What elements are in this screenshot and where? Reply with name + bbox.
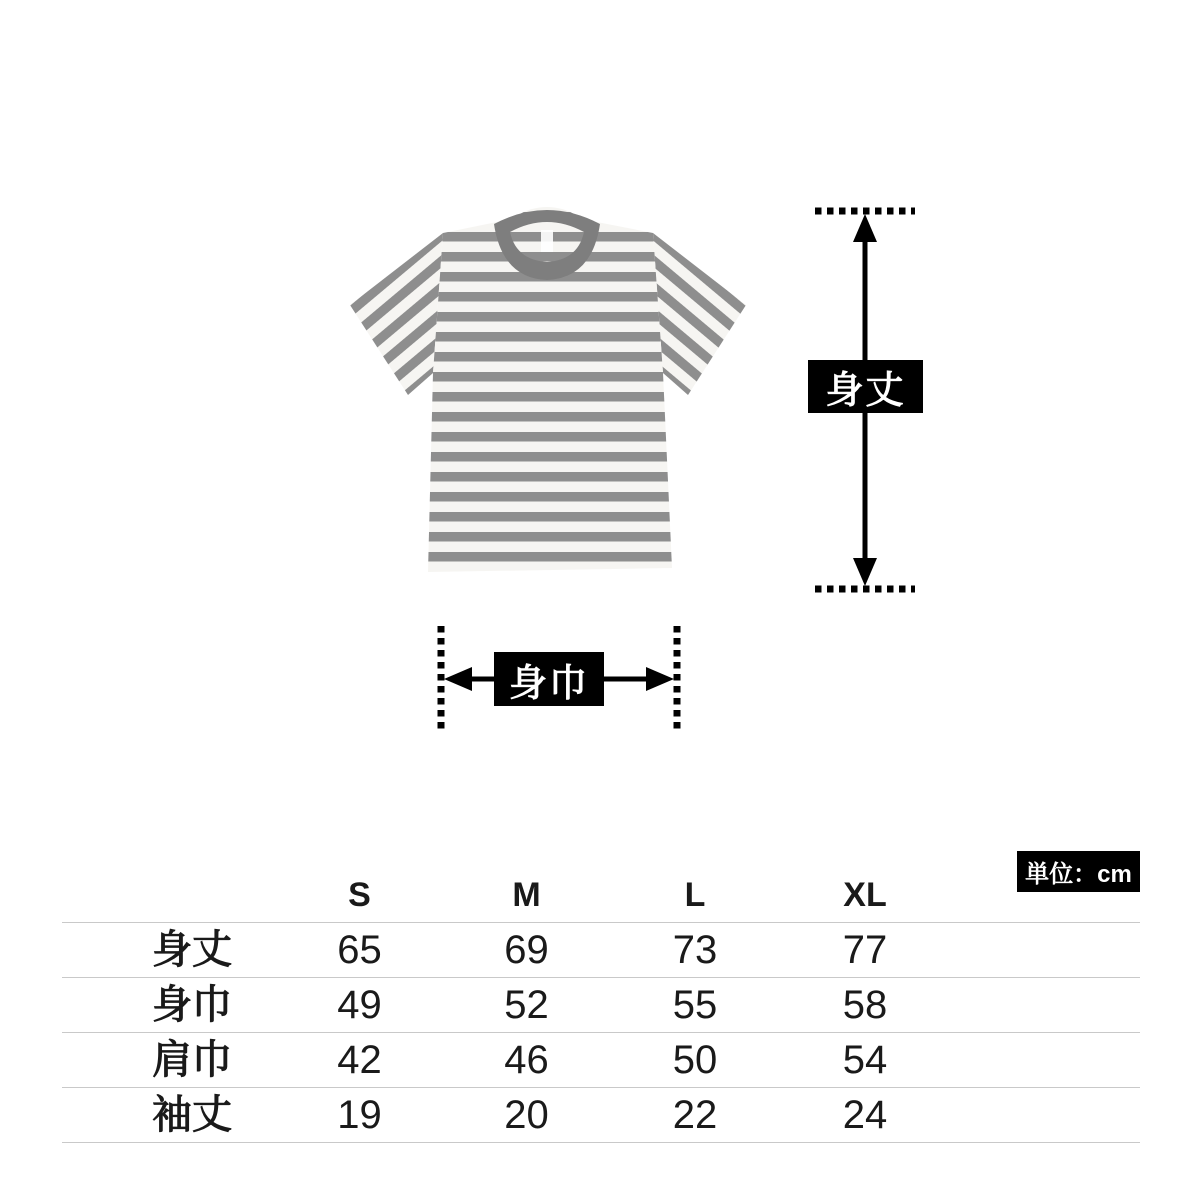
cell-value: 50 <box>672 1038 718 1082</box>
cell-value: 58 <box>842 983 888 1027</box>
size-column-header-m: M <box>512 876 541 914</box>
cell-value: 42 <box>337 1038 382 1082</box>
row-label: 肩巾 <box>152 1038 232 1082</box>
cell-value: 49 <box>337 983 382 1027</box>
tshirt-illustration <box>330 192 750 592</box>
size-column-header-l: L <box>684 876 706 914</box>
cell-value: 73 <box>672 928 718 972</box>
tshirt-left-sleeve <box>350 233 443 395</box>
cell-value: 46 <box>504 1038 549 1082</box>
cell-value: 20 <box>504 1093 549 1137</box>
unit-badge-text: 単位：cm <box>1025 861 1132 888</box>
table-row-body-length <box>62 922 1140 977</box>
size-table-header-row <box>62 868 1140 922</box>
size-column-header-s: S <box>348 876 371 914</box>
row-label: 身巾 <box>152 983 232 1027</box>
tshirt-neck-tag <box>541 230 553 252</box>
row-label: 袖丈 <box>152 1093 232 1137</box>
table-row-body-width <box>62 977 1140 1032</box>
height-measure-label <box>808 360 923 413</box>
row-label: 身丈 <box>152 928 232 972</box>
width-measure-label-text: 身巾 <box>508 662 589 705</box>
height-arrow-up-head-icon <box>853 214 877 242</box>
size-table <box>62 868 1140 1143</box>
table-row-shoulder-width <box>62 1032 1140 1087</box>
width-arrow-left-head-icon <box>444 667 472 691</box>
cell-value: 54 <box>842 1038 888 1082</box>
height-arrow-down-head-icon <box>853 558 877 586</box>
cell-value: 52 <box>504 983 549 1027</box>
cell-value: 22 <box>672 1093 718 1137</box>
width-arrow-right-head-icon <box>646 667 674 691</box>
cell-value: 24 <box>842 1093 888 1137</box>
width-measure-label <box>494 652 604 706</box>
cell-value: 55 <box>672 983 718 1027</box>
tshirt-right-sleeve <box>653 233 746 395</box>
cell-value: 19 <box>337 1093 382 1137</box>
cell-value: 65 <box>337 928 382 972</box>
cell-value: 69 <box>504 928 549 972</box>
size-column-header-xl: XL <box>843 876 887 914</box>
table-row-sleeve-length <box>62 1087 1140 1143</box>
cell-value: 77 <box>842 928 888 972</box>
height-measure-label-text: 身丈 <box>825 370 906 412</box>
